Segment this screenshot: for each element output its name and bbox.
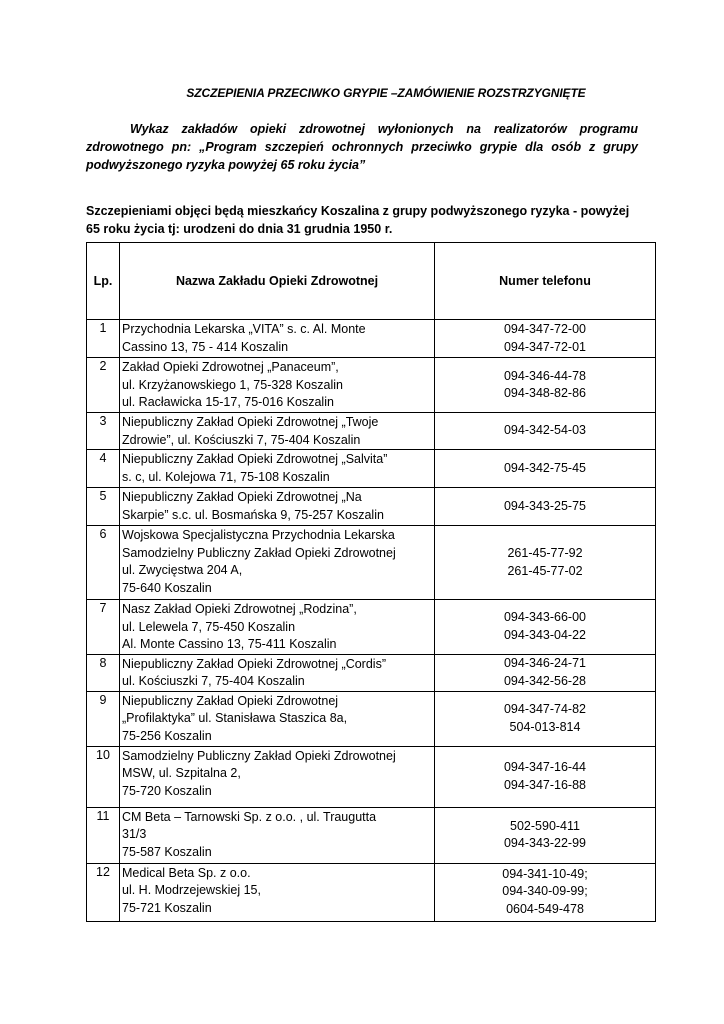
- phone-number: 094-346-24-71: [503, 656, 586, 670]
- table-row: [87, 488, 656, 526]
- phone-numbers: [435, 863, 656, 921]
- clinic-name-address: [120, 320, 435, 358]
- table-row: [87, 320, 656, 358]
- row-number: 12: [87, 863, 120, 921]
- phone-numbers: [435, 746, 656, 807]
- phone-number: 094-343-25-75: [503, 498, 586, 513]
- clinic-line: Medical Beta Sp. z o.o.: [122, 865, 251, 880]
- clinic-line: Przychodnia Lekarska „VITA” s. c. Al. Monte: [122, 322, 366, 336]
- clinic-line: Samodzielny Publiczny Zakład Opieki Zdrowotnej: [122, 748, 396, 763]
- phone-numbers: [435, 320, 656, 358]
- phone-number: 094-342-75-45: [503, 460, 586, 475]
- clinic-name-address: [120, 413, 435, 450]
- clinic-name-address: [120, 450, 435, 488]
- clinic-line: Samodzielny Publiczny Zakład Opieki Zdrowotnej: [122, 545, 396, 560]
- table-row: [87, 413, 656, 450]
- phone-number: 094-343-04-22: [503, 627, 586, 642]
- row-number: 1: [87, 320, 120, 358]
- table-row: [87, 526, 656, 600]
- clinic-line: MSW, ul. Szpitalna 2,: [122, 766, 241, 780]
- clinic-line: ul. Racławicka 15-17, 75-016 Koszalin: [122, 395, 334, 409]
- clinic-line: Niepubliczny Zakład Opieki Zdrowotnej „Na: [122, 490, 362, 504]
- phone-numbers: [435, 450, 656, 488]
- phone-numbers: [435, 358, 656, 413]
- document-title: SZCZEPIENIA PRZECIWKO GRYPIE –ZAMÓWIENIE ROZSTRZYGNIĘTE: [186, 86, 586, 100]
- clinic-line: Skarpie” s.c. ul. Bosmańska 9, 75-257 Koszalin: [122, 507, 384, 522]
- table-header-row: [87, 243, 656, 320]
- clinic-line: CM Beta – Tarnowski Sp. z o.o. , ul. Traugutta: [122, 809, 377, 824]
- clinic-line: Niepubliczny Zakład Opieki Zdrowotnej „Cordis”: [122, 656, 386, 671]
- phone-numbers: [435, 600, 656, 655]
- clinic-line: 31/3: [122, 827, 147, 841]
- phone-number: 261-45-77-02: [507, 563, 583, 578]
- clinic-line: 75-256 Koszalin: [122, 728, 212, 743]
- intro-text: Wykaz zakładów opieki zdrowotnej wyłonionych na realizatorów programu zdrowotnego pn: „Program szczepień ochronnych przeciwko grypie dla osób z grupy podwyższonego ryzyka powyżej 65 roku życia”: [86, 122, 638, 172]
- clinic-line: Zdrowie”, ul. Kościuszki 7, 75-404 Koszalin: [122, 432, 361, 447]
- clinic-line: Niepubliczny Zakład Opieki Zdrowotnej: [122, 693, 339, 708]
- clinic-line: Cassino 13, 75 - 414 Koszalin: [122, 339, 289, 354]
- clinic-line: Nasz Zakład Opieki Zdrowotnej „Rodzina”,: [122, 602, 357, 616]
- row-number: 10: [87, 746, 120, 807]
- table-row: [87, 358, 656, 413]
- clinic-line: ul. Kościuszki 7, 75-404 Koszalin: [122, 674, 305, 688]
- phone-number: 094-346-44-78: [503, 368, 586, 383]
- phone-number: 094-347-72-01: [503, 339, 586, 354]
- row-number: 3: [87, 413, 120, 450]
- phone-number: 094-342-56-28: [503, 673, 586, 688]
- clinic-line: 75-720 Koszalin: [122, 783, 212, 798]
- clinic-line: ul. H. Modrzejewskiej 15,: [122, 883, 261, 897]
- phone-number: 094-343-22-99: [503, 836, 586, 850]
- clinic-line: Al. Monte Cassino 13, 75-411 Koszalin: [122, 637, 337, 651]
- clinic-line: ul. Zwycięstwa 204 A,: [122, 563, 243, 577]
- clinic-line: s. c, ul. Kolejowa 71, 75-108 Koszalin: [122, 469, 330, 484]
- phone-number: 094-347-74-82: [503, 702, 586, 716]
- clinic-name-address: [120, 358, 435, 413]
- phone-number: 502-590-411: [510, 818, 580, 833]
- table-row: [87, 691, 656, 746]
- clinics-table: [86, 242, 656, 922]
- table-row: [87, 450, 656, 488]
- phone-number: 504-013-814: [509, 719, 581, 734]
- clinic-line: 75-640 Koszalin: [122, 580, 212, 595]
- clinic-line: ul. Lelewela 7, 75-450 Koszalin: [122, 619, 296, 634]
- intro-paragraph: [86, 120, 638, 174]
- phone-numbers: [435, 654, 656, 691]
- clinic-line: 75-721 Koszalin: [122, 900, 212, 915]
- clinic-name-address: [120, 526, 435, 600]
- phone-numbers: [435, 691, 656, 746]
- row-number: 11: [87, 807, 120, 863]
- phone-numbers: [435, 413, 656, 450]
- clinic-name-address: [120, 746, 435, 807]
- phone-number: 094-341-10-49;: [502, 866, 588, 881]
- phone-numbers: [435, 526, 656, 600]
- clinic-line: Niepubliczny Zakład Opieki Zdrowotnej „Salvita”: [122, 452, 388, 466]
- row-number: 7: [87, 600, 120, 655]
- clinic-name-address: [120, 863, 435, 921]
- phone-numbers: [435, 807, 656, 863]
- phone-number: 094-347-16-88: [503, 777, 586, 792]
- phone-number: 094-342-54-03: [503, 423, 586, 438]
- row-number: 4: [87, 450, 120, 488]
- phone-number: 094-343-66-00: [503, 610, 586, 625]
- clinic-line: Wojskowa Specjalistyczna Przychodnia Lekarska: [122, 528, 395, 542]
- table-row: [87, 863, 656, 921]
- clinic-name-address: [120, 807, 435, 863]
- phone-number: 261-45-77-92: [507, 546, 583, 560]
- clinic-line: ul. Krzyżanowskiego 1, 75-328 Koszalin: [122, 377, 343, 392]
- clinic-line: 75-587 Koszalin: [122, 844, 212, 859]
- clinic-name-address: [120, 654, 435, 691]
- row-number: 6: [87, 526, 120, 600]
- header-phone: Numer telefonu: [435, 243, 656, 320]
- phone-number: 094-347-72-00: [503, 322, 586, 336]
- header-name: Nazwa Zakładu Opieki Zdrowotnej: [120, 243, 435, 320]
- phone-number: 094-347-16-44: [503, 760, 586, 774]
- clinic-line: „Profilaktyka” ul. Stanisława Staszica 8a,: [122, 711, 348, 725]
- phone-numbers: [435, 488, 656, 526]
- row-number: 8: [87, 654, 120, 691]
- clinic-name-address: [120, 691, 435, 746]
- table-row: [87, 807, 656, 863]
- row-number: 9: [87, 691, 120, 746]
- clinic-name-address: [120, 488, 435, 526]
- phone-number: 094-348-82-86: [503, 386, 586, 400]
- table-row: [87, 654, 656, 691]
- row-number: 5: [87, 488, 120, 526]
- table-row: [87, 600, 656, 655]
- eligibility-note: Szczepieniami objęci będą mieszkańcy Koszalina z grupy podwyższonego ryzyka - powyżej 65 roku życia tj: urodzeni do dnia 31 grudnia 1950 r.: [86, 204, 630, 236]
- clinic-name-address: [120, 600, 435, 655]
- clinic-line: Zakład Opieki Zdrowotnej „Panaceum”,: [122, 360, 339, 374]
- phone-number: 0604-549-478: [506, 901, 584, 916]
- header-lp: Lp.: [87, 243, 120, 320]
- clinic-line: Niepubliczny Zakład Opieki Zdrowotnej „Twoje: [122, 415, 379, 429]
- table-row: [87, 746, 656, 807]
- phone-number: 094-340-09-99;: [502, 884, 588, 899]
- row-number: 2: [87, 358, 120, 413]
